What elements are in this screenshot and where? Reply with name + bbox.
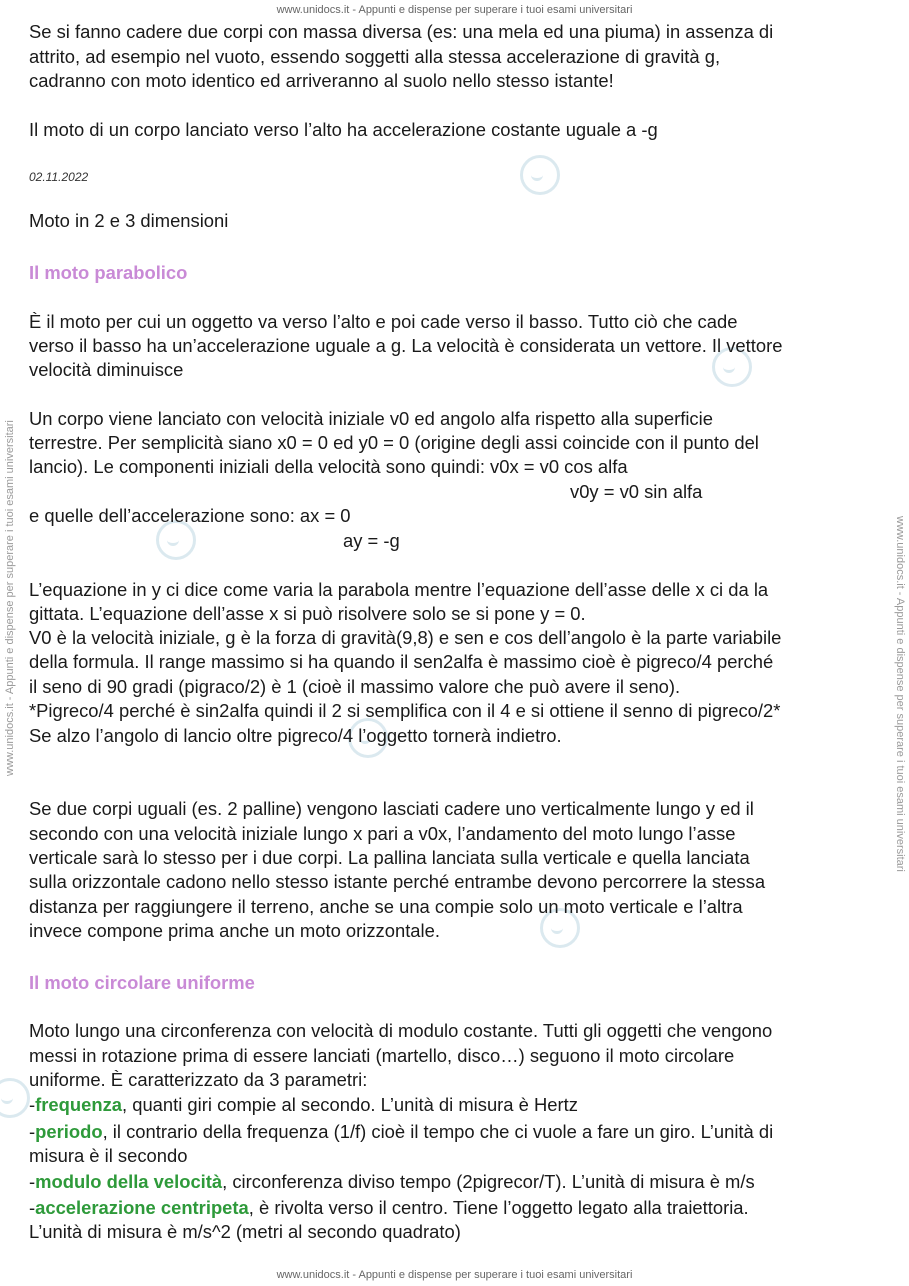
text-line: della formula. Il range massimo si ha quando il sen2alfa è massimo cioè è pigreco/4 perché: [29, 651, 774, 672]
param-accelerazione-centripeta: [29, 1196, 749, 1220]
param-term: frequenza: [35, 1094, 122, 1115]
text-line: il seno di 90 gradi (pigraco/2) è 1 (cioè il massimo valore che può avere il seno).: [29, 676, 681, 697]
text-line: L’unità di misura è m/s^2 (metri al secondo quadrato): [29, 1221, 461, 1242]
text-line: misura è il secondo: [29, 1145, 188, 1166]
text-line: secondo con una velocità iniziale lungo x pari a v0x, l’andamento del moto lungo l’asse: [29, 823, 736, 844]
text-line: sulla orizzontale cadono nello stesso istante perché entrambe devono percorrere la stessa: [29, 871, 766, 892]
text-line: verticale sarà lo stesso per i due corpi. La pallina lanciata sulla verticale e quella lanciata: [29, 847, 750, 868]
watermark-top: www.unidocs.it - Appunti e dispense per superare i tuoi esami universitari: [276, 4, 633, 16]
text-line: È il moto per cui un oggetto va verso l’alto e poi cade verso il basso. Tutto ciò che cade: [29, 311, 738, 332]
watermark-bottom: www.unidocs.it - Appunti e dispense per superare i tuoi esami universitari: [276, 1269, 633, 1281]
text-line: uniforme. È caratterizzato da 3 parametri:: [29, 1069, 368, 1090]
text-line: Moto lungo una circonferenza con velocità di modulo costante. Tutti gli oggetti che vengono: [29, 1020, 773, 1041]
watermark-logo-icon: [520, 155, 560, 195]
text-line: velocità diminuisce: [29, 359, 184, 380]
param-dash: -: [29, 1094, 36, 1115]
param-text: , quanti giri compie al secondo. L’unità di misura è Hertz: [122, 1094, 578, 1115]
text-line: invece compone prima anche un moto orizzontale.: [29, 920, 440, 941]
param-text: , è rivolta verso il centro. Tiene l’oggetto legato alla traiettoria.: [248, 1197, 749, 1218]
text-line: Un corpo viene lanciato con velocità iniziale v0 ed angolo alfa rispetto alla superficie: [29, 408, 713, 429]
param-text: , il contrario della frequenza (1/f) cioè il tempo che ci vuole a fare un giro. L’unità di: [102, 1121, 774, 1142]
watermark-logo-icon: [0, 1078, 30, 1118]
note-date: 02.11.2022: [29, 170, 89, 184]
text-line: Se si fanno cadere due corpi con massa diversa (es: una mela ed una piuma) in assenza di: [29, 21, 774, 42]
param-term: modulo della velocità: [35, 1171, 223, 1192]
text-line: Se alzo l’angolo di lancio oltre pigreco/4 l’oggetto tornerà indietro.: [29, 725, 562, 746]
param-term: accelerazione centripeta: [35, 1197, 249, 1218]
param-dash: -: [29, 1121, 36, 1142]
heading-parabolic: Il moto parabolico: [29, 262, 188, 283]
text-line: e quelle dell’accelerazione sono: ax = 0: [29, 505, 351, 526]
param-frequenza: [29, 1093, 578, 1117]
text-line: V0 è la velocità iniziale, g è la forza di gravità(9,8) e sen e cos dell’angolo è la parte variabile: [29, 627, 782, 648]
param-text: , circonferenza diviso tempo (2pigrecor/T). L’unità di misura è m/s: [222, 1171, 755, 1192]
watermark-right: www.unidocs.it - Appunti e dispense per superare i tuoi esami universitari: [894, 516, 906, 872]
text-line: v0y = v0 sin alfa: [570, 481, 703, 502]
param-term: periodo: [35, 1121, 103, 1142]
text-line: Il moto di un corpo lanciato verso l’alto ha accelerazione costante uguale a -g: [29, 119, 658, 140]
text-line: Se due corpi uguali (es. 2 palline) vengono lasciati cadere uno verticalmente lungo y ed il: [29, 798, 754, 819]
text-line: attrito, ad esempio nel vuoto, essendo soggetti alla stessa accelerazione di gravità g,: [29, 46, 721, 67]
section-title: Moto in 2 e 3 dimensioni: [29, 210, 229, 231]
text-line: ay = -g: [343, 530, 400, 551]
heading-circular: Il moto circolare uniforme: [29, 972, 255, 993]
param-modulo-velocita: [29, 1170, 755, 1194]
text-line: *Pigreco/4 perché è sin2alfa quindi il 2 si semplifica con il 4 e si ottiene il senno di pigreco/2*: [29, 700, 781, 721]
param-dash: -: [29, 1197, 36, 1218]
text-line: lancio). Le componenti iniziali della velocità sono quindi: v0x = v0 cos alfa: [29, 456, 628, 477]
text-line: cadranno con moto identico ed arriveranno al suolo nello stesso istante!: [29, 70, 614, 91]
text-line: distanza per raggiungere il terreno, anche se una compie solo un moto verticale e l’altra: [29, 896, 743, 917]
text-line: verso il basso ha un’accelerazione uguale a g. La velocità è considerata un vettore. Il vettore: [29, 335, 783, 356]
text-line: messi in rotazione prima di essere lanciati (martello, disco…) seguono il moto circolare: [29, 1045, 735, 1066]
text-line: terrestre. Per semplicità siano x0 = 0 ed y0 = 0 (origine degli assi coincide con il punto del: [29, 432, 759, 453]
watermark-left: www.unidocs.it - Appunti e dispense per superare i tuoi esami universitari: [4, 420, 16, 776]
param-periodo: [29, 1120, 773, 1144]
text-line: L’equazione in y ci dice come varia la parabola mentre l’equazione dell’asse delle x ci da la: [29, 579, 769, 600]
text-line: gittata. L’equazione dell’asse x si può risolvere solo se si pone y = 0.: [29, 603, 586, 624]
param-dash: -: [29, 1171, 36, 1192]
